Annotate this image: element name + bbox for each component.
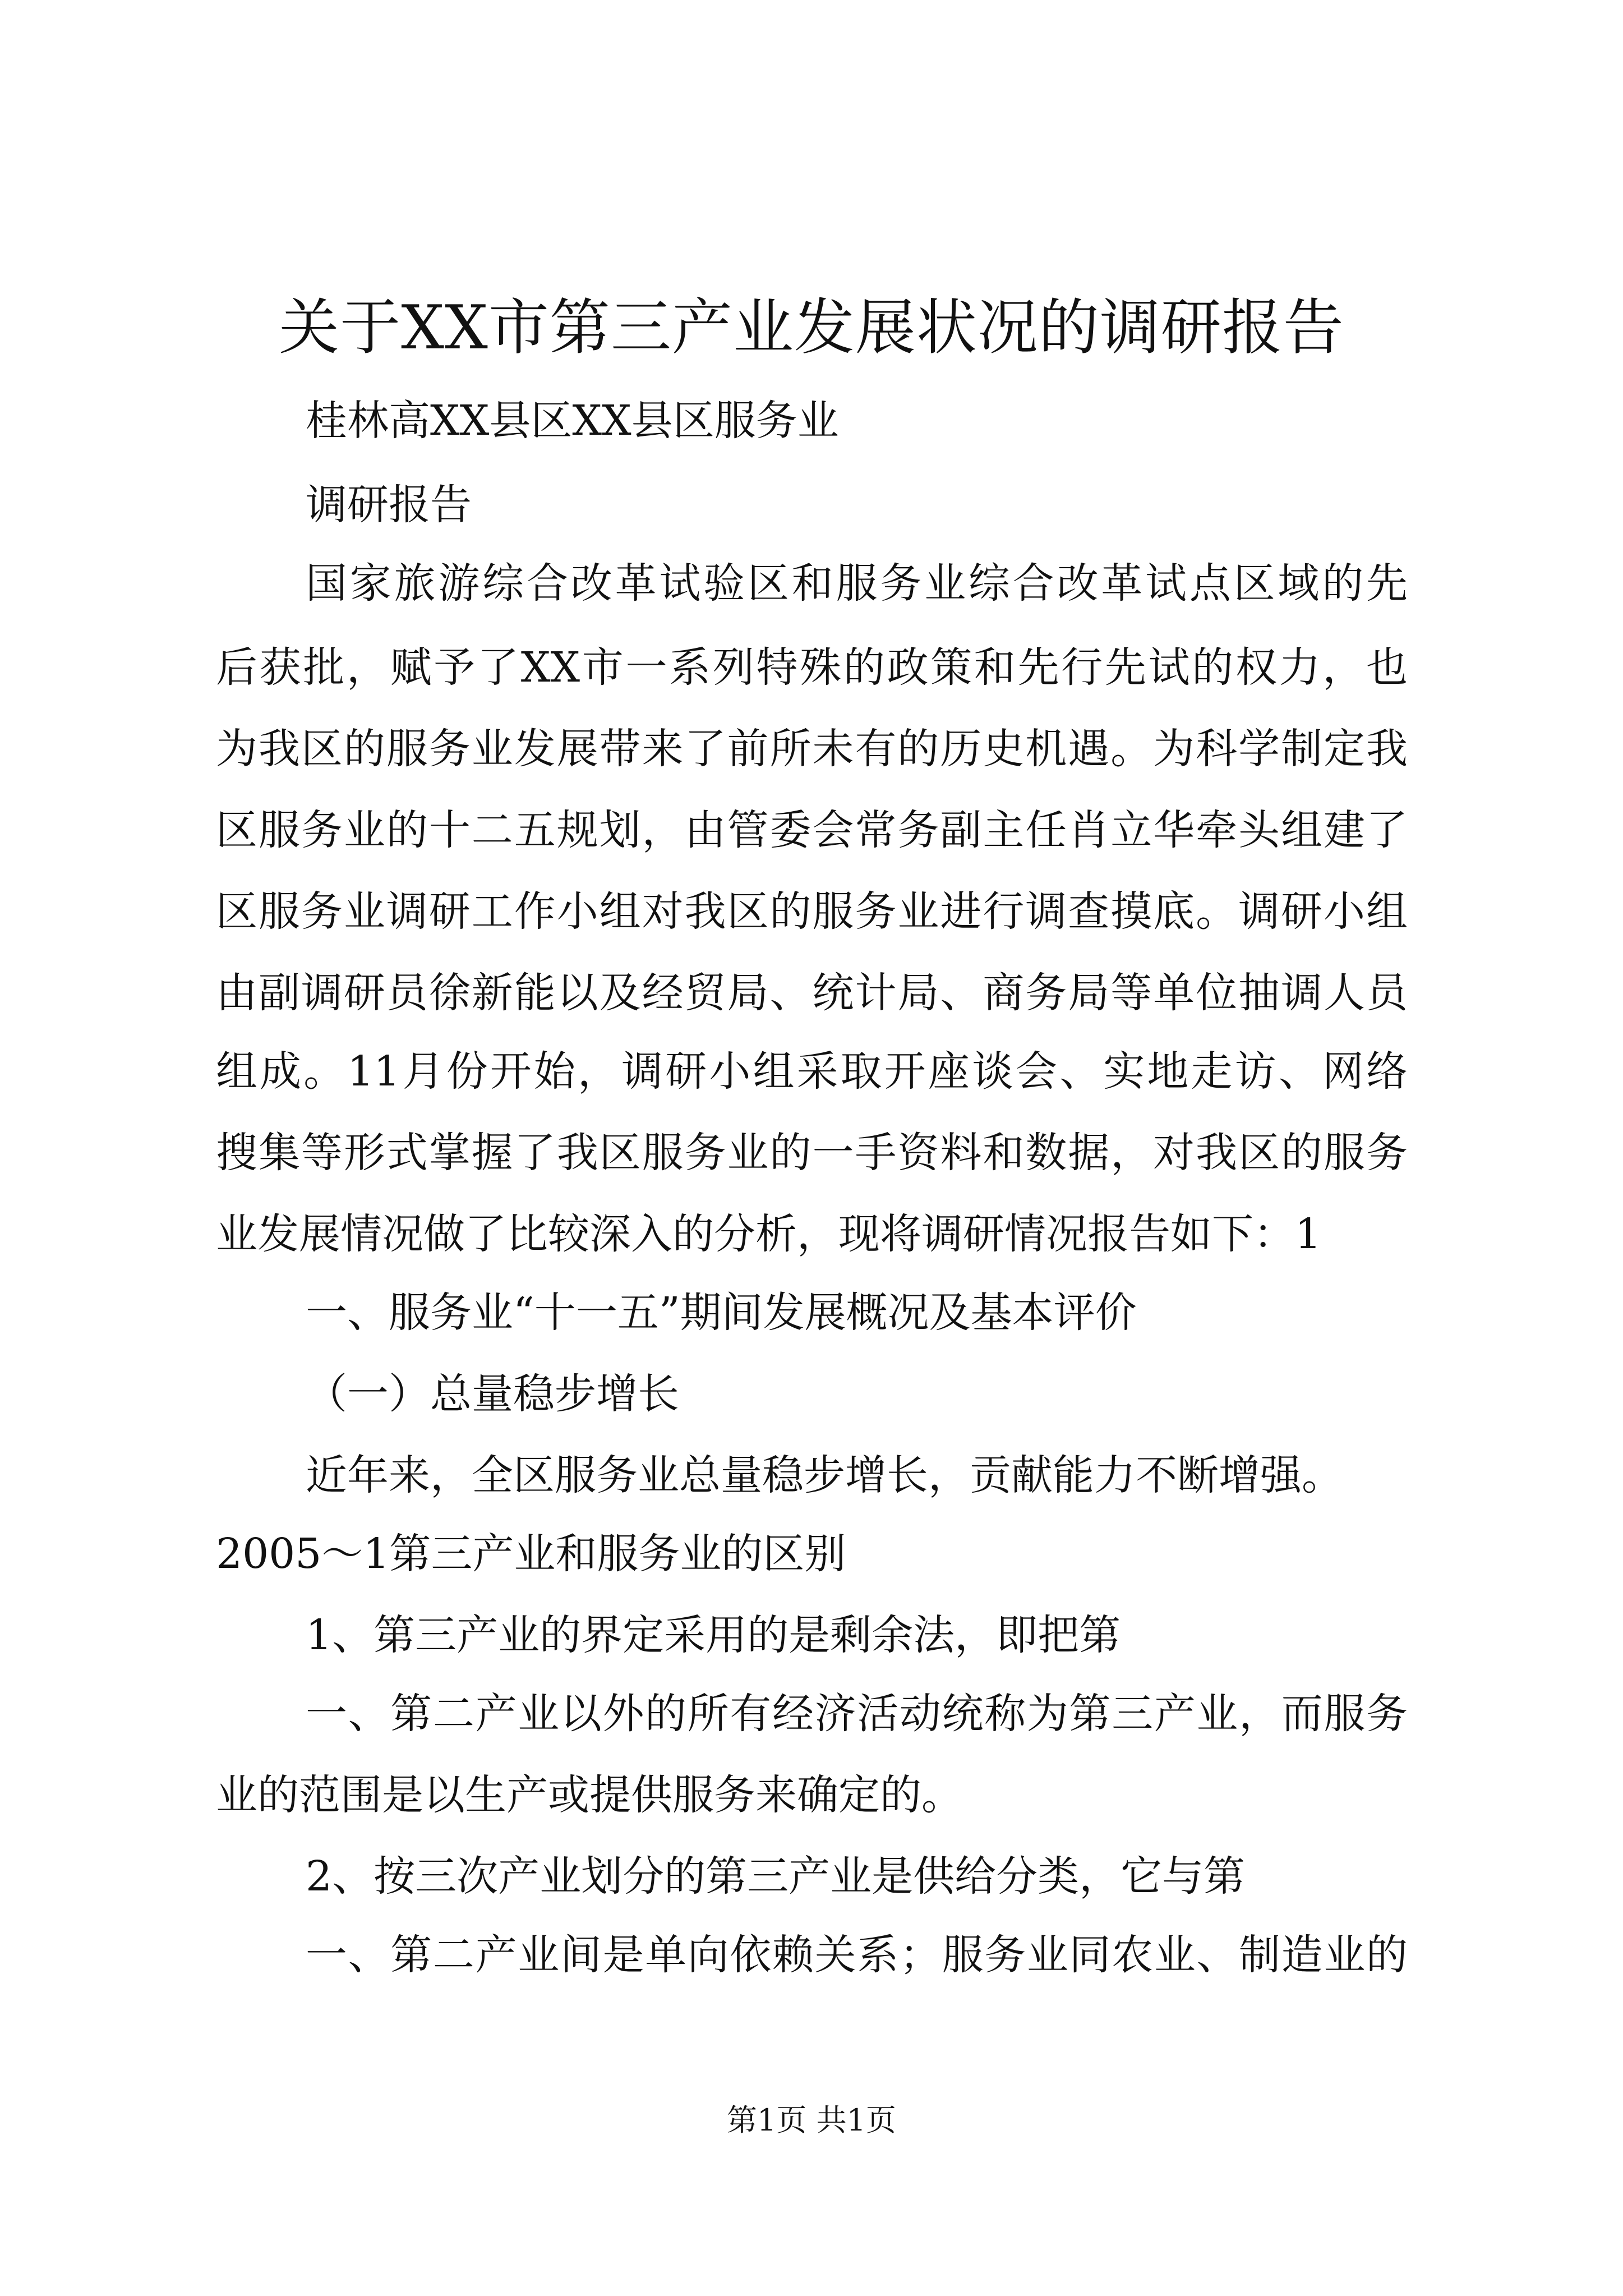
subtitle-line: 调研报告	[306, 481, 472, 529]
paragraph-line: 搜集等形式掌握了我区服务业的一手资料和数据，对我区的服务	[216, 1129, 1408, 1177]
paragraph-line: 后获批，赋予了XX市一系列特殊的政策和先行先试的权力，也	[216, 643, 1408, 692]
subsection-heading: （一）总量稳步增长	[306, 1370, 679, 1418]
page-footer: 第1页 共1页	[727, 2102, 896, 2138]
paragraph-line: 近年来，全区服务业总量稳步增长，贡献能力不断增强。	[306, 1451, 1343, 1499]
paragraph-line: 2005～1第三产业和服务业的区别	[216, 1530, 846, 1578]
paragraph-line: 为我区的服务业发展带来了前所未有的历史机遇。为科学制定我	[216, 725, 1408, 773]
paragraph-line: 一、第二产业间是单向依赖关系；服务业同农业、制造业的	[306, 1931, 1408, 1979]
paragraph-line: 组成。11月份开始，调研小组采取开座谈会、实地走访、网络	[216, 1047, 1408, 1096]
paragraph-line: 1、第三产业的界定采用的是剩余法，即把第	[306, 1611, 1121, 1659]
paragraph-line: 国家旅游综合改革试验区和服务业综合改革试点区域的先	[306, 559, 1408, 608]
subtitle-line: 桂林高XX县区XX县区服务业	[306, 397, 839, 445]
paragraph-line: 区服务业的十二五规划，由管委会常务副主任肖立华牵头组建了	[216, 806, 1408, 854]
paragraph-line: 业的范围是以生产或提供服务来确定的。	[216, 1771, 963, 1819]
document-title: 关于XX市第三产业发展状况的调研报告	[279, 293, 1344, 363]
paragraph-line: 一、第二产业以外的所有经济活动统称为第三产业，而服务	[306, 1690, 1408, 1738]
section-heading: 一、服务业“十一五”期间发展概况及基本评价	[306, 1289, 1137, 1337]
paragraph-line: 业发展情况做了比较深入的分析，现将调研情况报告如下：1	[216, 1210, 1322, 1258]
paragraph-line: 由副调研员徐新能以及经贸局、统计局、商务局等单位抽调人员	[216, 969, 1408, 1017]
paragraph-line: 2、按三次产业划分的第三产业是供给分类，它与第	[306, 1852, 1246, 1901]
paragraph-line: 区服务业调研工作小组对我区的服务业进行调查摸底。调研小组	[216, 887, 1408, 936]
